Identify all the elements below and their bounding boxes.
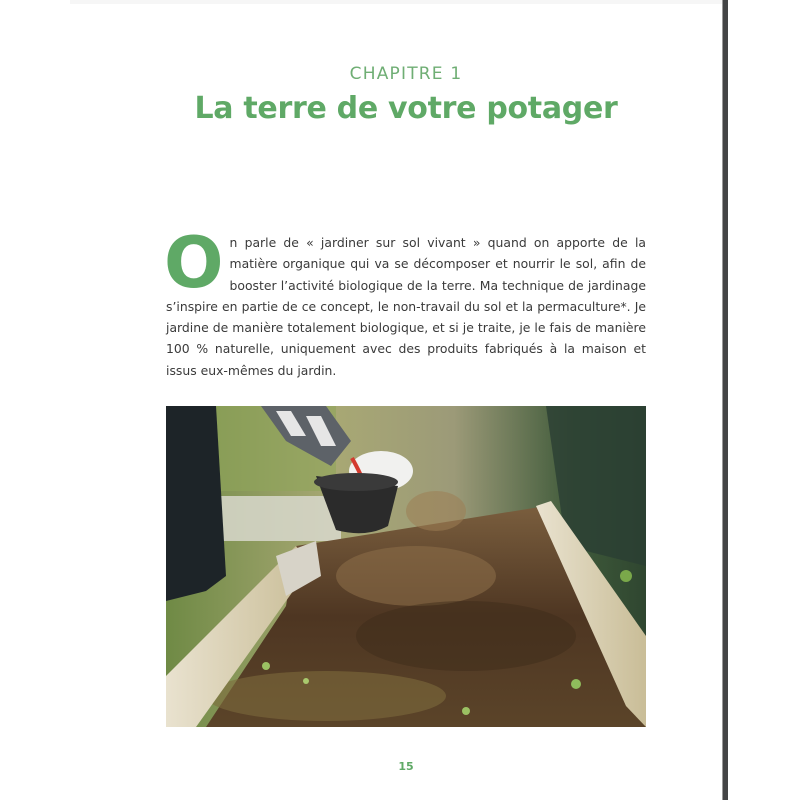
page-top-edge <box>70 0 722 4</box>
page-number: 15 <box>398 760 414 773</box>
book-spine-edge <box>722 0 728 800</box>
intro-paragraph <box>164 222 646 381</box>
chapter-title: La terre de votre potager <box>194 91 618 126</box>
paragraph-text: n parle de « jardiner sur sol vivant » quand on apporte de la matière organique qui va se décomposer et nourrir le sol, afin de booster l’activité biologique de la terre. Ma technique de jardinage s’inspire en partie de ce concept, le non-travail du sol et la permaculture*. Je jardine de manière totalement biologique, et si je traite, je le fais de manière 100 % naturelle, uniquement avec des produits fabriqués à la maison et issus eux-mêmes du jardin. <box>166 235 646 378</box>
chapter-number: CHAPITRE 1 <box>349 64 463 84</box>
drop-cap: O <box>164 222 224 304</box>
garden-photo <box>166 406 646 727</box>
